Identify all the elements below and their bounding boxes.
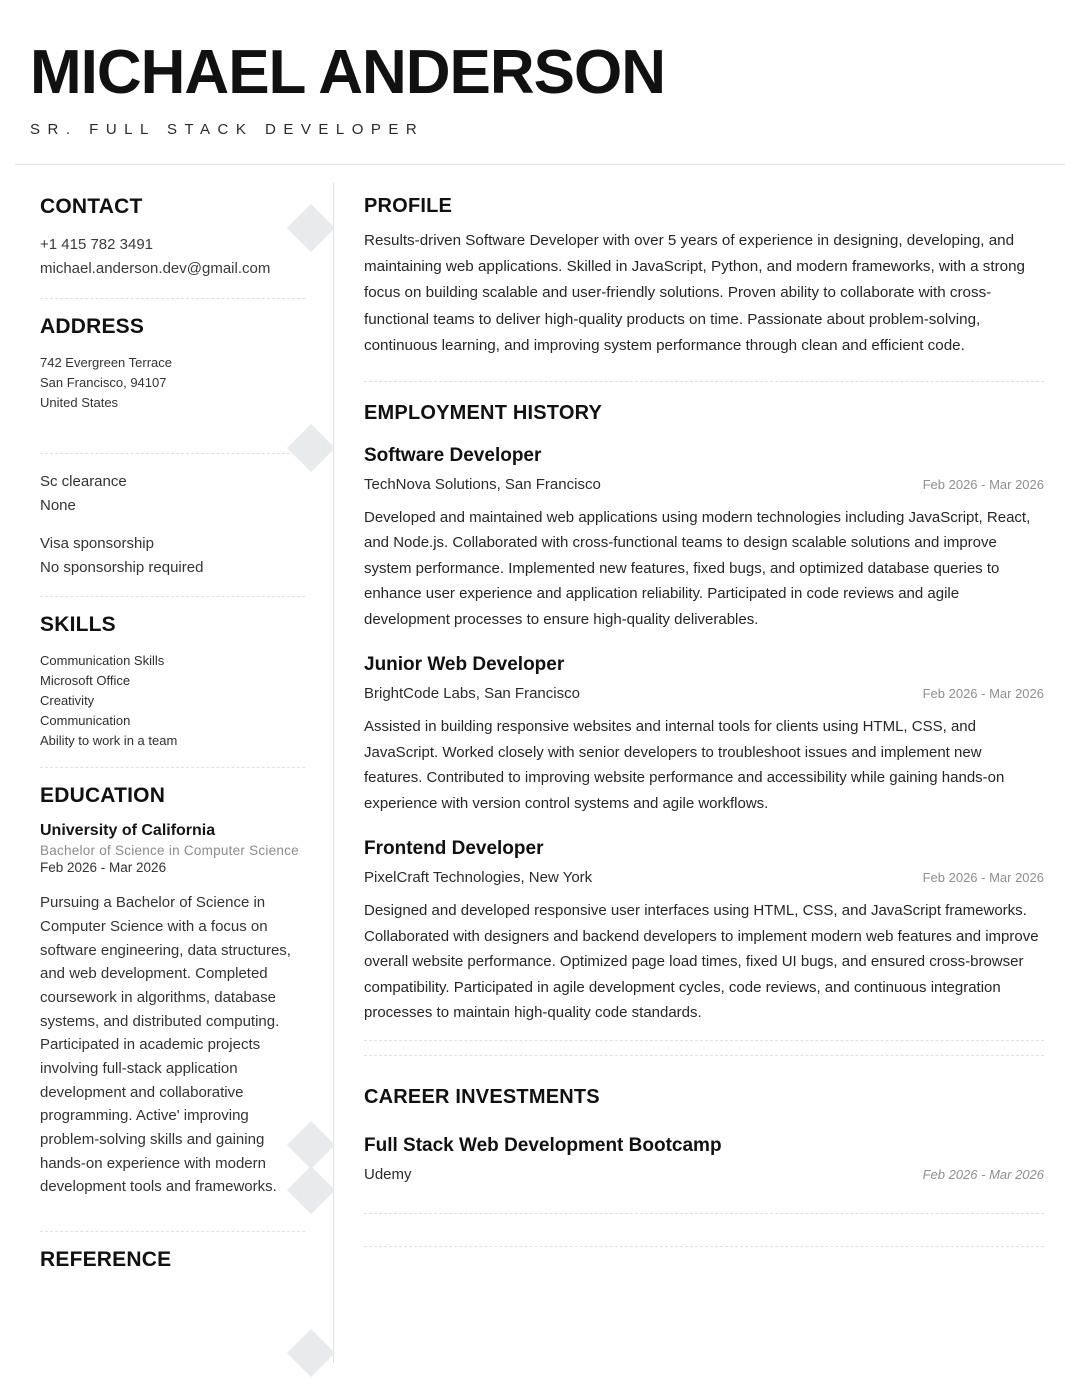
address-line-2: San Francisco, 94107 <box>40 374 167 390</box>
job-description: Designed and developed responsive user interfaces using HTML, CSS, and JavaScript frameworks. Collaborated with designers and backend developers to implement modern web features and improve overall website performance. Optimized page load times, fixed UI bugs, and ensured cross-browser compatibility. Participated in agile development cycles, code reviews, and continuous integration processes to maintain high-quality code standards. <box>364 902 1039 1022</box>
section-title-skills: SKILLS <box>40 613 116 637</box>
resume-body <box>0 183 1080 1363</box>
employment-entry <box>364 838 1044 1026</box>
education-dates: Feb 2026 - Mar 2026 <box>40 860 167 876</box>
clearance-value: None <box>40 497 76 515</box>
section-title-profile: PROFILE <box>364 195 453 218</box>
employment-entry <box>364 445 1044 633</box>
job-description: Developed and maintained web applications using modern technologies including JavaScript, React, and Node.js. Collaborated with cross-functional teams to design scalable solutions and improve system performance. Implemented new features, fixed bugs, and optimized database queries to enhance user experience and application reliability. Participated in code reviews and agile development processes to ensure high-quality deliverables. <box>364 508 1031 628</box>
job-dates: Feb 2026 - Mar 2026 <box>922 686 1044 702</box>
employment-entry <box>364 654 1044 816</box>
divider <box>40 767 305 768</box>
course-meta <box>364 1166 1044 1183</box>
education-description: Pursuing a Bachelor of Science in Computer Science with a focus on software engineering, data structures, and web development. Completed coursework in algorithms, database systems, and distributed computing. Participated in academic projects involving full-stack application development and collaborative programming. Active' improving problem-solving skills and gaining hands-on experience with modern development tools and frameworks. <box>40 894 291 1196</box>
sidebar <box>0 183 333 1363</box>
job-description: Assisted in building responsive websites and internal tools for clients using HTML, CSS, and JavaScript. Worked closely with senior developers to troubleshoot issues and implement new features. Contributed to improving website performance and accessibility while gaining hands-on experience with version control systems and agile workflows. <box>364 718 1005 812</box>
profile-text: Results-driven Software Developer with over 5 years of experience in designing, developing, and maintaining web applications. Skilled in JavaScript, Python, and modern frameworks, with a strong focus on building scalable and user-friendly solutions. Proven ability to collaborate with cross-functional teams to deliver high-quality products on time. Passionate about problem-solving, continuous learning, and improving system performance through clean and efficient code. <box>364 232 1025 354</box>
divider <box>364 1055 1044 1056</box>
address-line-1: 742 Evergreen Terrace <box>40 354 173 370</box>
section-title-employment: EMPLOYMENT HISTORY <box>364 401 603 424</box>
job-meta <box>364 869 1044 886</box>
list-item: Microsoft Office <box>40 673 131 689</box>
divider <box>40 298 305 299</box>
resume-header <box>0 0 1080 138</box>
section-title-education: EDUCATION <box>40 784 166 808</box>
section-title-address: ADDRESS <box>40 314 145 338</box>
job-title: Frontend Developer <box>364 838 544 860</box>
list-item: Ability to work in a team <box>40 733 178 749</box>
visa-block <box>40 532 305 580</box>
divider <box>364 1213 1044 1214</box>
course-dates: Feb 2026 - Mar 2026 <box>922 1166 1044 1182</box>
education-school: University of California <box>40 822 216 840</box>
job-company: PixelCraft Technologies, New York <box>364 869 593 887</box>
divider <box>40 453 305 454</box>
visa-value: No sponsorship required <box>40 559 204 577</box>
page-title: MICHAEL ANDERSON <box>30 38 666 107</box>
clearance-label: Sc clearance <box>40 473 127 491</box>
list-item: Creativity <box>40 693 95 709</box>
job-title: Junior Web Developer <box>364 654 565 676</box>
career-investment-entry <box>364 1135 1044 1183</box>
divider <box>40 1231 305 1232</box>
job-company: TechNova Solutions, San Francisco <box>364 475 601 493</box>
divider <box>364 1246 1044 1247</box>
course-title: Full Stack Web Development Bootcamp <box>364 1134 722 1156</box>
job-subtitle: SR. FULL STACK DEVELOPER <box>30 121 425 139</box>
section-title-contact: CONTACT <box>40 195 143 219</box>
divider <box>364 1040 1044 1041</box>
contact-phone[interactable]: +1 415 782 3491 <box>40 236 154 254</box>
contact-email[interactable]: michael.anderson.dev@gmail.com <box>40 260 271 278</box>
section-title-career-investments: CAREER INVESTMENTS <box>364 1085 600 1108</box>
visa-label: Visa sponsorship <box>40 535 154 553</box>
divider <box>40 596 305 597</box>
clearance-block <box>40 470 305 518</box>
header-divider <box>15 164 1065 165</box>
job-meta <box>364 476 1044 493</box>
job-dates: Feb 2026 - Mar 2026 <box>922 870 1044 886</box>
job-dates: Feb 2026 - Mar 2026 <box>922 476 1044 492</box>
education-degree: Bachelor of Science in Computer Science <box>40 843 299 859</box>
main-content <box>334 183 1080 1363</box>
divider <box>364 381 1044 382</box>
job-title: Software Developer <box>364 444 542 466</box>
address-line-3: United States <box>40 394 119 410</box>
job-meta <box>364 685 1044 702</box>
section-title-reference: REFERENCE <box>40 1248 172 1272</box>
job-company: BrightCode Labs, San Francisco <box>364 685 580 703</box>
list-item: Communication Skills <box>40 653 165 669</box>
course-provider: Udemy <box>364 1165 412 1183</box>
list-item: Communication <box>40 713 131 729</box>
